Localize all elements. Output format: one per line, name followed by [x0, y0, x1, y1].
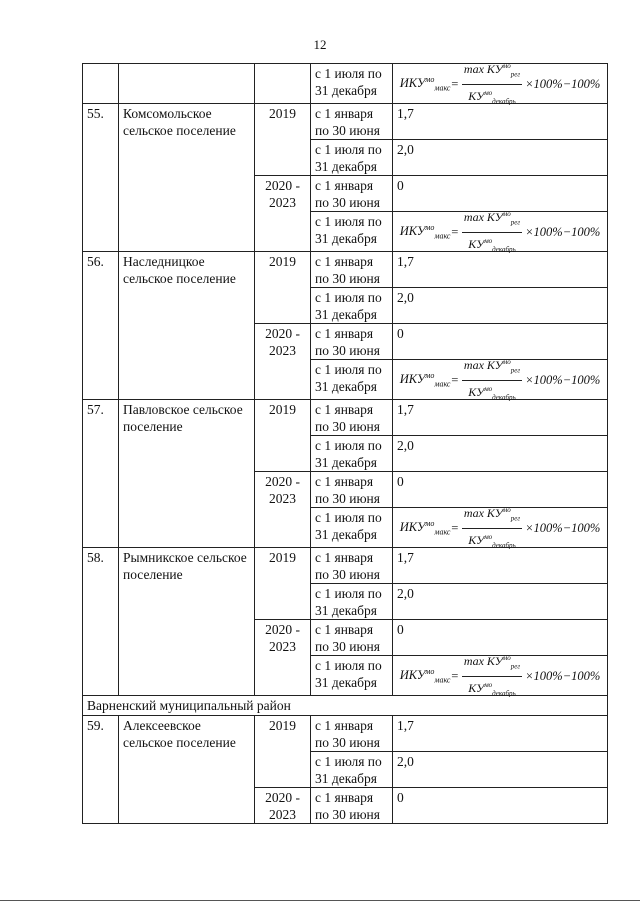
cell-value: 2,0 — [393, 752, 608, 788]
cell-name — [119, 64, 255, 104]
cell-year: 2019 — [255, 400, 311, 472]
cell-year — [255, 64, 311, 104]
cell-value: 1,7 — [393, 548, 608, 584]
table-row — [83, 716, 608, 752]
cell-name: Рымникское сельское поселение — [119, 548, 255, 696]
cell-value: 0 — [393, 620, 608, 656]
cell-period: с 1 июля по 31 декабря — [311, 752, 393, 788]
cell-value: 1,7 — [393, 104, 608, 140]
cell-num — [83, 64, 119, 104]
cell-value: 0 — [393, 788, 608, 824]
cell-value: 2,0 — [393, 288, 608, 324]
cell-num: 59. — [83, 716, 119, 824]
cell-period: с 1 июля по 31 декабря — [311, 508, 393, 548]
cell-value: 2,0 — [393, 436, 608, 472]
cell-name: Алексеевское сельское поселение — [119, 716, 255, 824]
cell-value: 0 — [393, 324, 608, 360]
cell-value — [393, 360, 608, 400]
tariff-table — [82, 63, 608, 824]
cell-period: с 1 июля по 31 декабря — [311, 436, 393, 472]
cell-value: 2,0 — [393, 140, 608, 176]
cell-value — [393, 656, 608, 696]
table-row — [83, 104, 608, 140]
cell-num: 57. — [83, 400, 119, 548]
page-bottom-rule — [0, 900, 640, 901]
cell-num: 55. — [83, 104, 119, 252]
cell-value: 0 — [393, 176, 608, 212]
cell-value — [393, 508, 608, 548]
table-row — [83, 548, 608, 584]
cell-period: с 1 января по 30 июня — [311, 788, 393, 824]
cell-value: 0 — [393, 472, 608, 508]
cell-year: 2020 - 2023 — [255, 324, 311, 400]
cell-num: 56. — [83, 252, 119, 400]
cell-year: 2019 — [255, 716, 311, 788]
cell-year: 2020 - 2023 — [255, 472, 311, 548]
table-row — [83, 64, 608, 104]
cell-period: с 1 июля по 31 декабря — [311, 212, 393, 252]
cell-period: с 1 января по 30 июня — [311, 176, 393, 212]
formula: $ИКУ^{мо}_{макс}$ = $\frac{\max КУ^{мо}_{рег}}{КУ^{мо}_{декабрь}}$ ×100%−100% — [397, 65, 603, 103]
table-row — [83, 400, 608, 436]
cell-year: 2020 - 2023 — [255, 176, 311, 252]
page-number: 12 — [313, 37, 327, 52]
cell-period: с 1 июля по 31 декабря — [311, 64, 393, 104]
cell-name: Комсомольское сельское поселение — [119, 104, 255, 252]
cell-period: с 1 января по 30 июня — [311, 252, 393, 288]
cell-value: 1,7 — [393, 252, 608, 288]
cell-value: 1,7 — [393, 400, 608, 436]
cell-period: с 1 января по 30 июня — [311, 472, 393, 508]
table-row — [83, 252, 608, 288]
formula: $ИКУ^{мо}_{макс}$ = $\frac{\max КУ^{мо}_{рег}}{КУ^{мо}_{декабрь}}$ ×100%−100% — [397, 213, 603, 251]
formula: $ИКУ^{мо}_{макс}$ = $\frac{\max КУ^{мо}_{рег}}{КУ^{мо}_{декабрь}}$ ×100%−100% — [397, 361, 603, 399]
cell-value: 2,0 — [393, 584, 608, 620]
cell-period: с 1 июля по 31 декабря — [311, 140, 393, 176]
cell-period: с 1 июля по 31 декабря — [311, 656, 393, 696]
cell-period: с 1 января по 30 июня — [311, 104, 393, 140]
cell-name: Наследницкое сельское поселение — [119, 252, 255, 400]
cell-year: 2019 — [255, 548, 311, 620]
cell-num: 58. — [83, 548, 119, 696]
cell-value — [393, 64, 608, 104]
cell-period: с 1 января по 30 июня — [311, 548, 393, 584]
cell-year: 2020 - 2023 — [255, 620, 311, 696]
cell-period: с 1 января по 30 июня — [311, 716, 393, 752]
cell-period: с 1 июля по 31 декабря — [311, 584, 393, 620]
formula: $ИКУ^{мо}_{макс}$ = $\frac{\max КУ^{мо}_{рег}}{КУ^{мо}_{декабрь}}$ ×100%−100% — [397, 657, 603, 695]
cell-period: с 1 января по 30 июня — [311, 620, 393, 656]
formula: $ИКУ^{мо}_{макс}$ = $\frac{\max КУ^{мо}_{рег}}{КУ^{мо}_{декабрь}}$ ×100%−100% — [397, 509, 603, 547]
cell-name: Павловское сельское поселение — [119, 400, 255, 548]
cell-value — [393, 212, 608, 252]
cell-period: с 1 января по 30 июня — [311, 400, 393, 436]
cell-year: 2019 — [255, 104, 311, 176]
cell-value: 1,7 — [393, 716, 608, 752]
cell-year: 2019 — [255, 252, 311, 324]
cell-period: с 1 июля по 31 декабря — [311, 288, 393, 324]
table-row — [83, 696, 608, 716]
cell-period: с 1 июля по 31 декабря — [311, 360, 393, 400]
cell-period: с 1 января по 30 июня — [311, 324, 393, 360]
region-heading: Варненский муниципальный район — [83, 696, 608, 716]
cell-year: 2020 - 2023 — [255, 788, 311, 824]
